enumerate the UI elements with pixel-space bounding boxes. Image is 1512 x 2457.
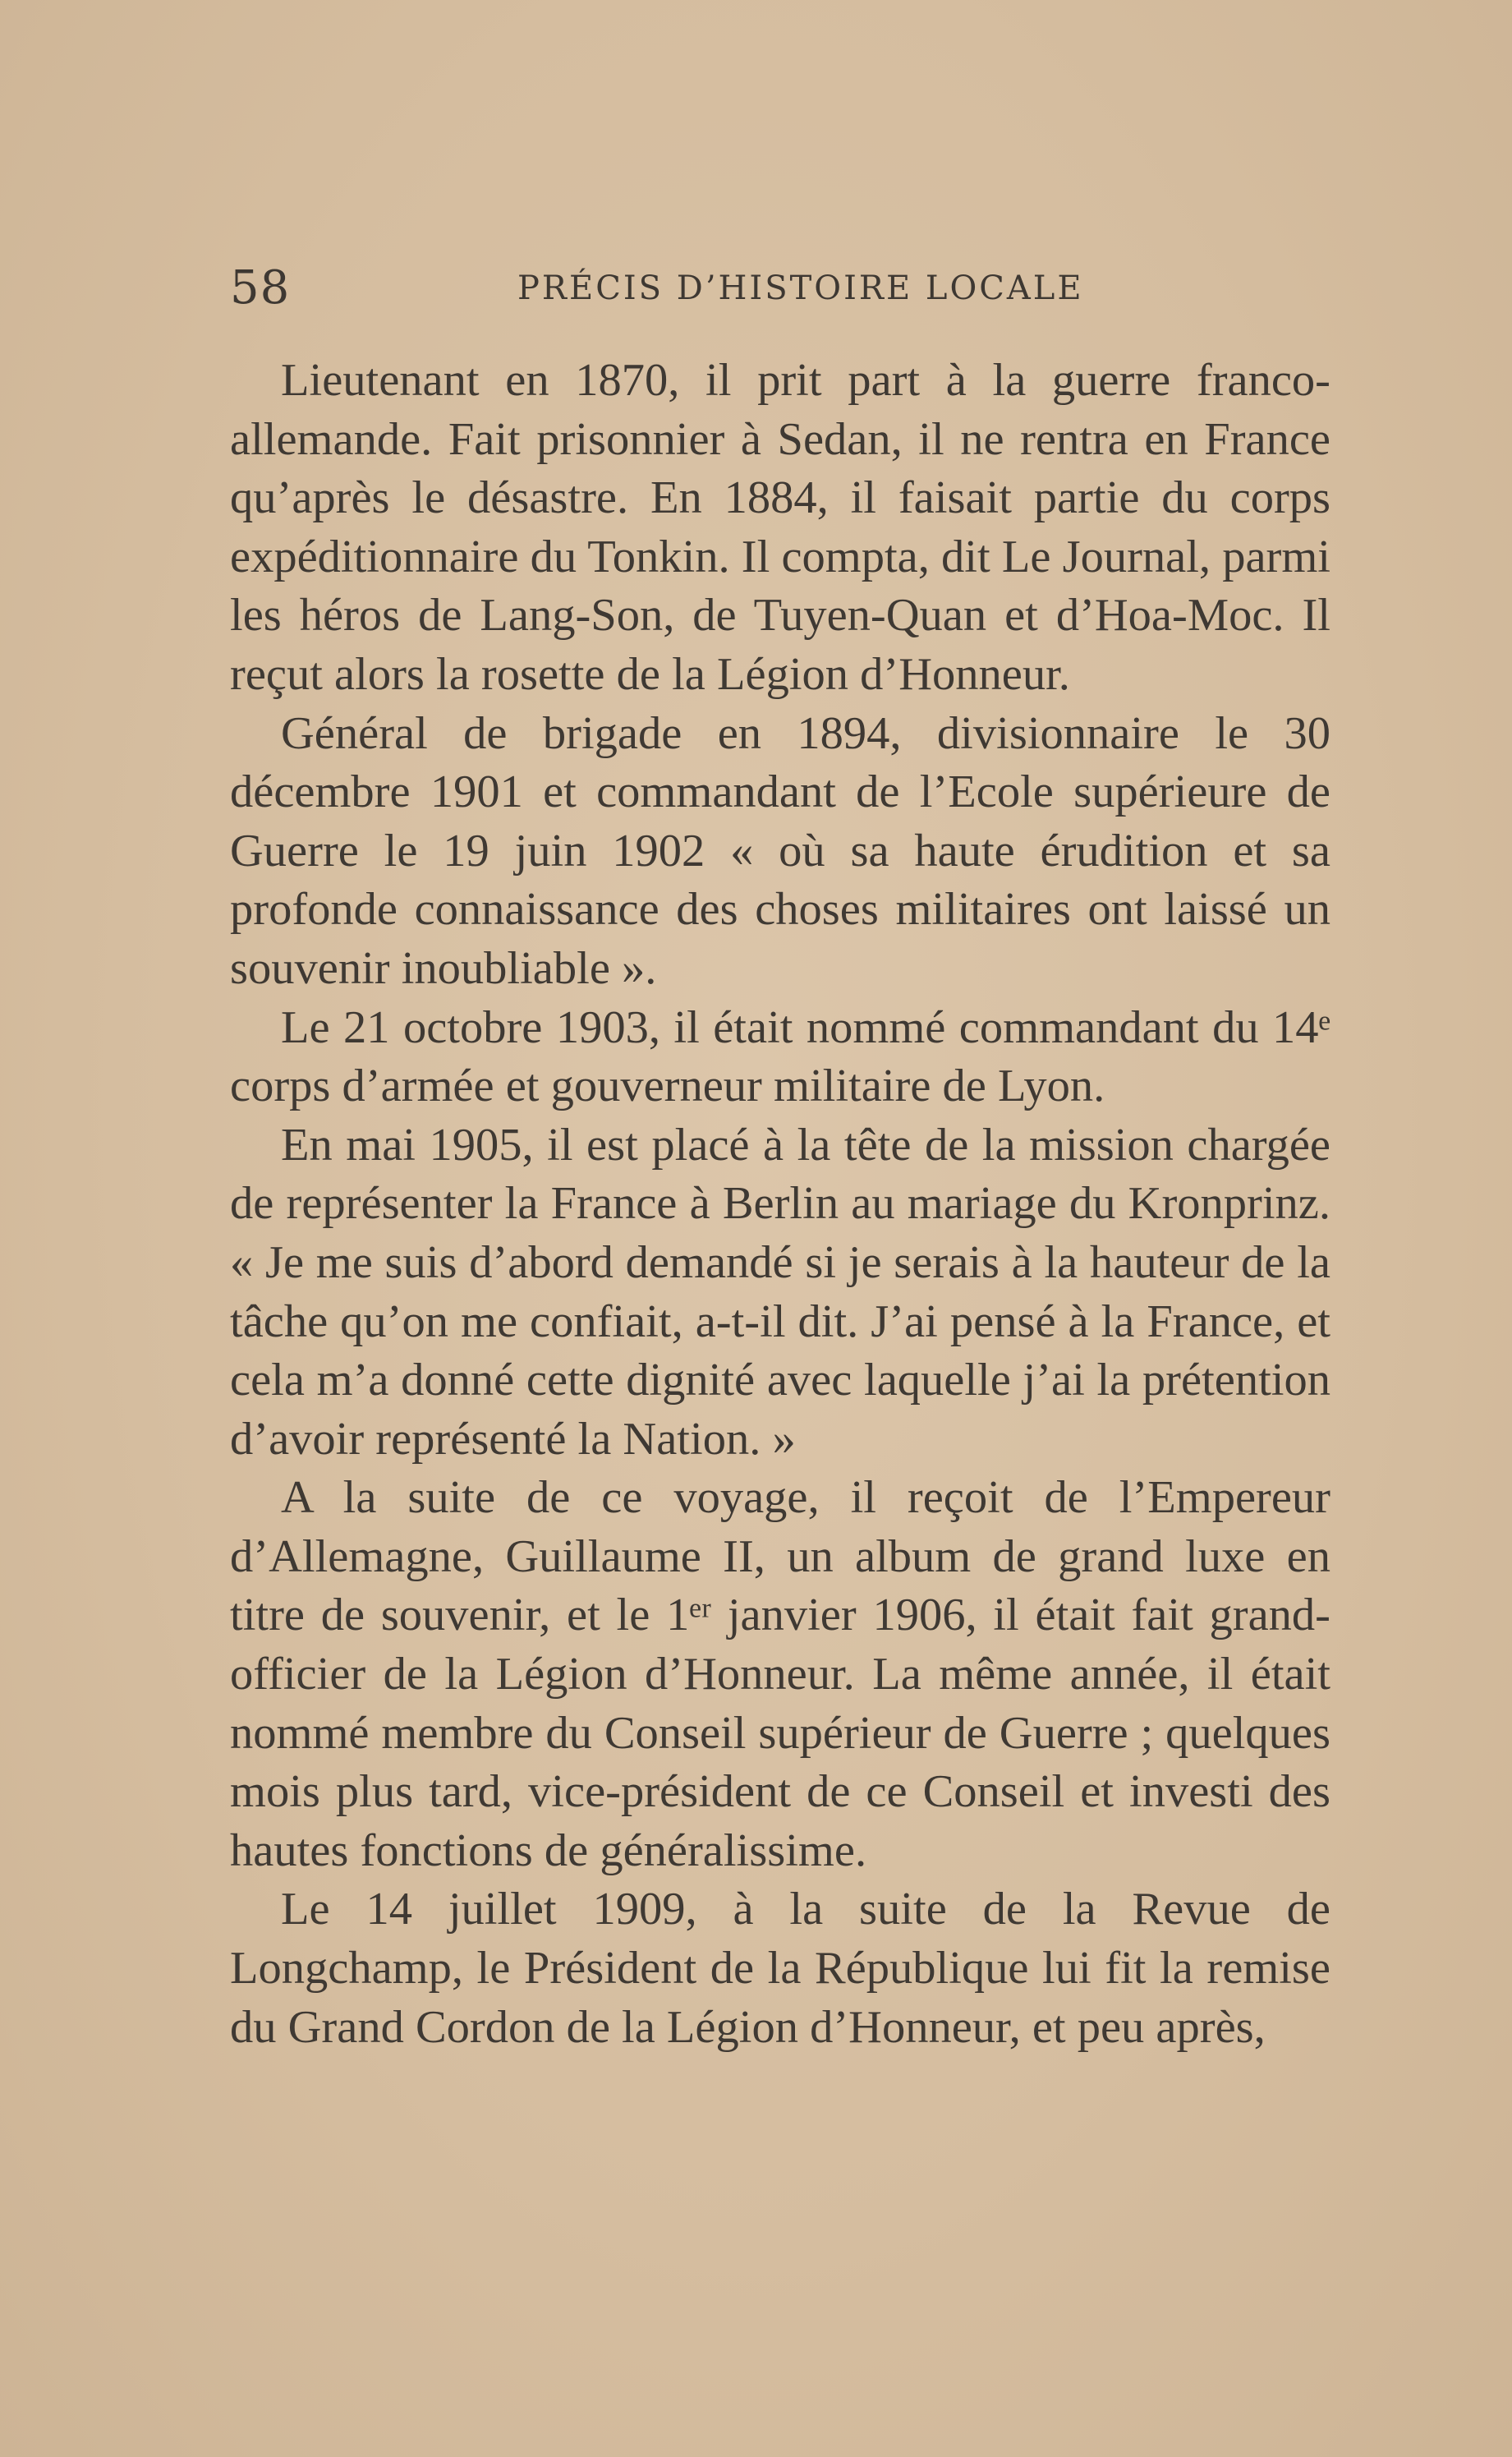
paragraph: Le 21 octobre 1903, il était nommé commandant du 14ᵉ corps d’armée et gouverneur militaire de Lyon. — [230, 1001, 1330, 1112]
paragraph: A la suite de ce voyage, il reçoit de l’Empereur d’Allemagne, Guillaume II, un album de grand luxe en titre de souvenir, et le 1ᵉʳ janvier 1906, il était fait grand-officier de la Légion d’Honneur. La même année, il était nommé membre du Conseil supérieur de Guerre ; quelques mois plus tard, vice-président de ce Conseil et investi des hautes fonctions de généralissime. — [230, 1472, 1330, 1876]
paragraph: En mai 1905, il est placé à la tête de la mission chargée de représenter la France à Berlin au mariage du Kronprinz. « Je me suis d’abord demandé si je serais à la hauteur de la tâche qu’on me confiait, a-t-il dit. J’ai pensé à la France, et cela m’a donné cette dignité avec laquelle j’ai la prétention d’avoir représenté la Nation. » — [230, 1119, 1330, 1465]
page-number: 58 — [230, 261, 291, 315]
body-text — [230, 352, 1330, 2057]
paragraph: Le 14 juillet 1909, à la suite de la Revue de Longchamp, le Président de la République lui fit la remise du Grand Cordon de la Légion d’Honneur, et peu après, — [230, 1884, 1330, 2053]
running-title: PRÉCIS D’HISTOIRE LOCALE — [517, 269, 1084, 307]
page-header — [230, 261, 1330, 319]
paragraph: Général de brigade en 1894, divisionnaire le 30 décembre 1901 et commandant de l’Ecole supérieure de Guerre le 19 juin 1902 « où sa haute érudition et sa profonde connaissance des choses militaires ont laissé un souvenir inoubliable ». — [230, 707, 1330, 994]
paragraph: Lieutenant en 1870, il prit part à la guerre franco-allemande. Fait prisonnier à Sedan, il ne rentra en France qu’après le désastre. En 1884, il faisait partie du corps expéditionnaire du Tonkin. Il compta, dit Le Journal, parmi les héros de Lang-Son, de Tuyen-Quan et d’Hoa-Moc. Il reçut alors la rosette de la Légion d’Honneur. — [230, 355, 1330, 700]
